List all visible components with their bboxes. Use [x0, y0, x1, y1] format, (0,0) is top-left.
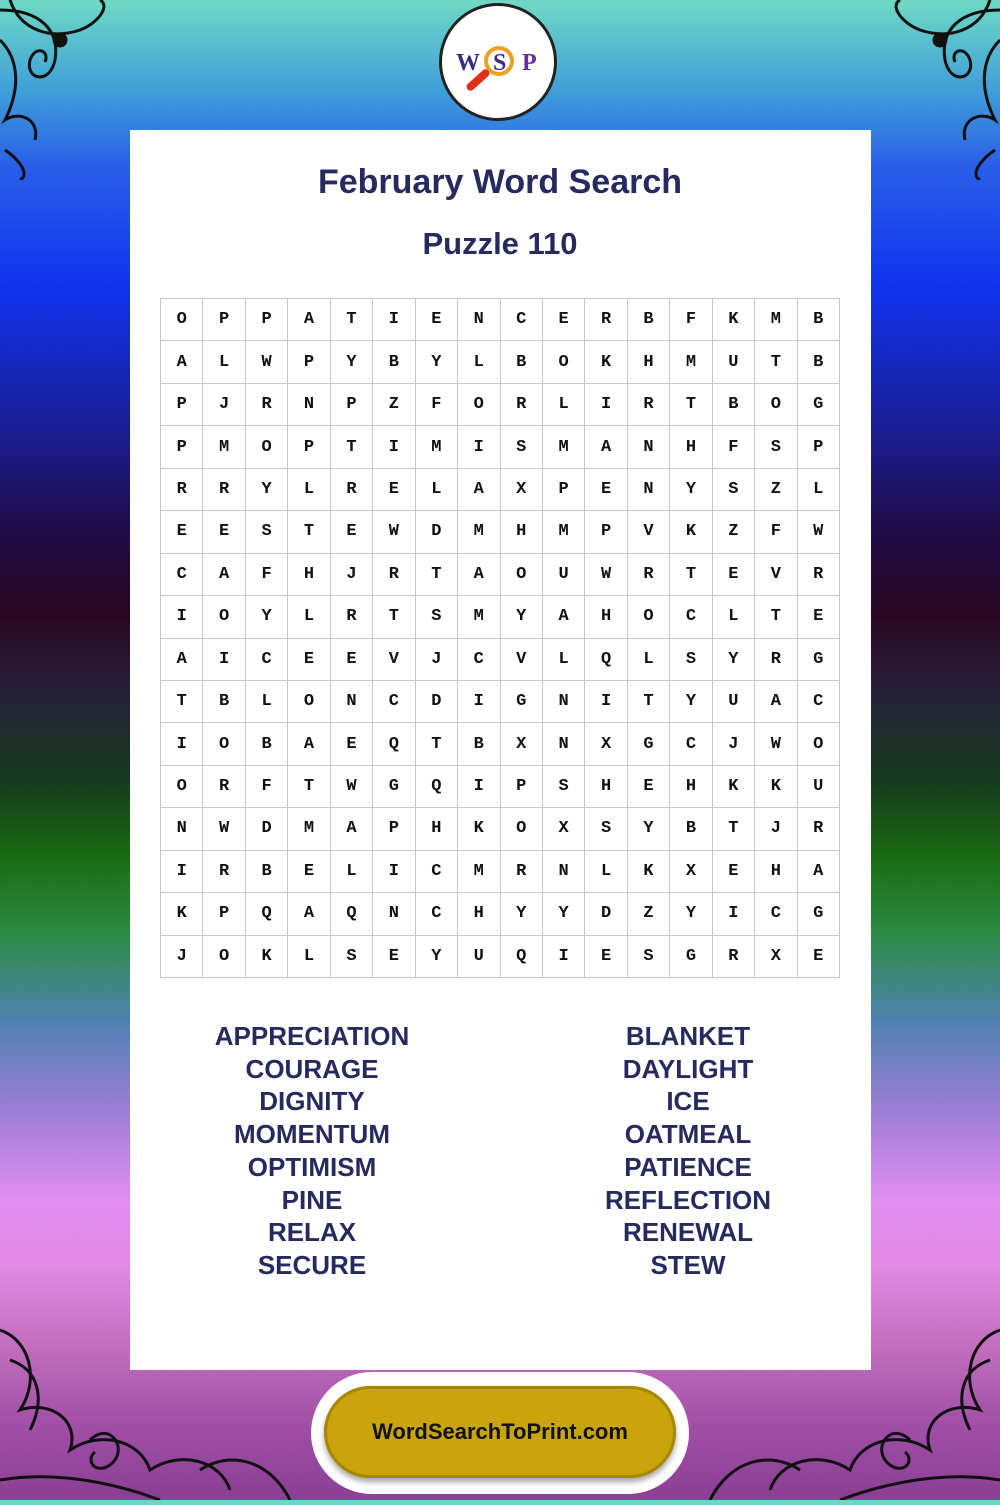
grid-cell[interactable]: K	[161, 893, 203, 935]
grid-cell[interactable]: K	[628, 851, 670, 893]
grid-cell[interactable]: X	[755, 936, 797, 978]
grid-cell[interactable]: C	[670, 723, 712, 765]
grid-cell[interactable]: F	[246, 766, 288, 808]
grid-cell[interactable]: I	[161, 851, 203, 893]
grid-cell[interactable]: O	[755, 384, 797, 426]
grid-cell[interactable]: L	[416, 469, 458, 511]
grid-cell[interactable]: Q	[416, 766, 458, 808]
grid-cell[interactable]: K	[458, 808, 500, 850]
grid-cell[interactable]: O	[501, 808, 543, 850]
grid-cell[interactable]: T	[755, 596, 797, 638]
grid-cell[interactable]: K	[713, 299, 755, 341]
logo-letter-s: S	[493, 50, 507, 76]
grid-cell[interactable]: E	[713, 554, 755, 596]
grid-cell[interactable]: L	[288, 469, 330, 511]
word-list-item: RELAX	[267, 1217, 357, 1248]
grid-cell[interactable]: V	[628, 511, 670, 553]
grid-cell[interactable]: X	[543, 808, 585, 850]
grid-cell[interactable]: C	[670, 596, 712, 638]
grid-cell[interactable]: S	[331, 936, 373, 978]
grid-cell[interactable]: P	[798, 426, 840, 468]
grid-cell[interactable]: O	[501, 554, 543, 596]
grid-cell[interactable]: S	[543, 766, 585, 808]
grid-cell[interactable]: J	[331, 554, 373, 596]
word-list-item: DAYLIGHT	[622, 1053, 754, 1084]
grid-cell[interactable]: T	[416, 723, 458, 765]
grid-cell[interactable]: V	[373, 639, 415, 681]
grid-cell[interactable]: D	[246, 808, 288, 850]
grid-cell[interactable]: U	[543, 554, 585, 596]
grid-cell[interactable]: H	[585, 596, 627, 638]
grid-cell[interactable]: H	[458, 893, 500, 935]
grid-cell[interactable]: W	[246, 341, 288, 383]
grid-cell[interactable]: S	[628, 936, 670, 978]
grid-cell[interactable]: I	[373, 851, 415, 893]
grid-cell[interactable]: E	[798, 936, 840, 978]
grid-cell[interactable]: G	[373, 766, 415, 808]
grid-cell[interactable]: M	[203, 426, 245, 468]
grid-cell[interactable]: E	[585, 469, 627, 511]
grid-cell[interactable]: G	[798, 639, 840, 681]
grid-cell[interactable]: N	[331, 681, 373, 723]
grid-cell[interactable]: E	[288, 639, 330, 681]
grid-cell[interactable]: E	[373, 469, 415, 511]
word-list-item: STEW	[650, 1249, 726, 1280]
grid-cell[interactable]: Y	[331, 341, 373, 383]
grid-cell[interactable]: Q	[501, 936, 543, 978]
grid-cell[interactable]: I	[458, 681, 500, 723]
word-list-item: BLANKET	[625, 1021, 751, 1051]
grid-cell[interactable]: O	[628, 596, 670, 638]
grid-cell[interactable]: A	[755, 681, 797, 723]
grid-cell[interactable]: A	[288, 723, 330, 765]
grid-cell[interactable]: H	[501, 511, 543, 553]
grid-cell[interactable]: C	[373, 681, 415, 723]
grid-cell[interactable]: Y	[670, 681, 712, 723]
grid-cell[interactable]: R	[501, 851, 543, 893]
grid-cell[interactable]: E	[713, 851, 755, 893]
grid-cell[interactable]: N	[373, 893, 415, 935]
grid-cell[interactable]: N	[543, 723, 585, 765]
grid-cell[interactable]: T	[331, 426, 373, 468]
grid-cell[interactable]: B	[670, 808, 712, 850]
grid-cell[interactable]: C	[755, 893, 797, 935]
grid-cell[interactable]: A	[331, 808, 373, 850]
grid-cell[interactable]: J	[416, 639, 458, 681]
grid-cell[interactable]: O	[161, 766, 203, 808]
grid-cell[interactable]: E	[798, 596, 840, 638]
grid-cell[interactable]: E	[203, 511, 245, 553]
grid-cell[interactable]: P	[161, 384, 203, 426]
grid-cell[interactable]: D	[416, 681, 458, 723]
grid-cell[interactable]: W	[585, 554, 627, 596]
grid-cell[interactable]: R	[798, 808, 840, 850]
grid-cell[interactable]: S	[713, 469, 755, 511]
logo-letter-w: W	[456, 50, 480, 76]
grid-cell[interactable]: A	[288, 299, 330, 341]
grid-cell[interactable]: R	[501, 384, 543, 426]
grid-cell[interactable]: Z	[755, 469, 797, 511]
grid-cell[interactable]: N	[458, 299, 500, 341]
grid-cell[interactable]: M	[543, 426, 585, 468]
grid-cell[interactable]: A	[458, 554, 500, 596]
grid-cell[interactable]: Z	[373, 384, 415, 426]
grid-cell[interactable]: I	[713, 893, 755, 935]
grid-cell[interactable]: H	[670, 426, 712, 468]
grid-cell[interactable]: I	[161, 723, 203, 765]
grid-cell[interactable]: G	[670, 936, 712, 978]
grid-cell[interactable]: G	[628, 723, 670, 765]
grid-cell[interactable]: S	[755, 426, 797, 468]
grid-cell[interactable]: W	[373, 511, 415, 553]
grid-cell[interactable]: K	[585, 341, 627, 383]
grid-cell[interactable]: H	[585, 766, 627, 808]
grid-cell[interactable]: V	[501, 639, 543, 681]
grid-cell[interactable]: M	[288, 808, 330, 850]
grid-cell[interactable]: O	[203, 596, 245, 638]
grid-cell[interactable]: T	[670, 554, 712, 596]
grid-cell[interactable]: O	[246, 426, 288, 468]
word-list-item: PATIENCE	[624, 1151, 752, 1182]
grid-cell[interactable]: B	[501, 341, 543, 383]
grid-cell[interactable]: K	[670, 511, 712, 553]
grid-cell[interactable]: I	[161, 596, 203, 638]
grid-cell[interactable]: B	[246, 723, 288, 765]
grid-cell[interactable]: L	[288, 936, 330, 978]
grid-cell[interactable]: L	[331, 851, 373, 893]
word-list-item: REFLECTION	[604, 1184, 772, 1215]
grid-cell[interactable]: P	[161, 426, 203, 468]
grid-cell[interactable]: O	[458, 384, 500, 426]
grid-cell[interactable]: W	[798, 511, 840, 553]
grid-cell[interactable]: A	[161, 341, 203, 383]
grid-cell[interactable]: R	[373, 554, 415, 596]
grid-cell[interactable]: L	[713, 596, 755, 638]
grid-cell[interactable]: A	[161, 639, 203, 681]
grid-cell[interactable]: M	[458, 511, 500, 553]
grid-cell[interactable]: K	[713, 766, 755, 808]
grid-cell[interactable]: T	[331, 299, 373, 341]
grid-cell[interactable]: Y	[246, 596, 288, 638]
grid-cell[interactable]: O	[203, 723, 245, 765]
logo-letter-p: P	[522, 50, 537, 76]
grid-cell[interactable]: Y	[501, 596, 543, 638]
grid-cell[interactable]: Y	[713, 639, 755, 681]
grid-cell[interactable]: S	[501, 426, 543, 468]
grid-cell[interactable]: Y	[543, 893, 585, 935]
grid-cell[interactable]: X	[501, 723, 543, 765]
grid-cell[interactable]: C	[416, 851, 458, 893]
grid-cell[interactable]: T	[713, 808, 755, 850]
grid-cell[interactable]: A	[458, 469, 500, 511]
grid-cell[interactable]: P	[246, 299, 288, 341]
grid-cell[interactable]: P	[203, 893, 245, 935]
grid-cell[interactable]: J	[755, 808, 797, 850]
grid-cell[interactable]: S	[246, 511, 288, 553]
grid-cell[interactable]: J	[203, 384, 245, 426]
grid-cell[interactable]: R	[203, 851, 245, 893]
grid-cell[interactable]: P	[331, 384, 373, 426]
grid-cell[interactable]: O	[161, 299, 203, 341]
grid-cell[interactable]: L	[246, 681, 288, 723]
grid-cell[interactable]: Z	[713, 511, 755, 553]
grid-cell[interactable]: I	[458, 426, 500, 468]
grid-cell[interactable]: R	[755, 639, 797, 681]
grid-cell[interactable]: X	[670, 851, 712, 893]
grid-cell[interactable]: I	[585, 384, 627, 426]
grid-cell[interactable]: I	[543, 936, 585, 978]
grid-cell[interactable]: D	[416, 511, 458, 553]
grid-cell[interactable]: F	[416, 384, 458, 426]
letter-grid[interactable]	[160, 298, 840, 978]
grid-cell[interactable]: R	[331, 596, 373, 638]
word-list-item: COURAGE	[245, 1053, 379, 1084]
grid-cell[interactable]: I	[373, 299, 415, 341]
grid-cell[interactable]: K	[755, 766, 797, 808]
grid-cell[interactable]: C	[458, 639, 500, 681]
grid-cell[interactable]: J	[713, 723, 755, 765]
grid-cell[interactable]: N	[543, 851, 585, 893]
grid-cell[interactable]: B	[373, 341, 415, 383]
grid-cell[interactable]: B	[798, 299, 840, 341]
grid-cell[interactable]: O	[288, 681, 330, 723]
grid-cell[interactable]: L	[458, 341, 500, 383]
word-list-item: PINE	[281, 1184, 343, 1215]
grid-cell[interactable]: W	[331, 766, 373, 808]
grid-cell[interactable]: B	[628, 299, 670, 341]
grid-cell[interactable]: H	[670, 766, 712, 808]
page-title: February Word Search	[317, 163, 683, 201]
grid-cell[interactable]: R	[798, 554, 840, 596]
grid-cell[interactable]: E	[331, 639, 373, 681]
grid-cell[interactable]: Y	[416, 936, 458, 978]
grid-cell[interactable]: A	[543, 596, 585, 638]
grid-cell[interactable]: Y	[246, 469, 288, 511]
grid-cell[interactable]: O	[543, 341, 585, 383]
grid-cell[interactable]: J	[161, 936, 203, 978]
grid-cell[interactable]: K	[246, 936, 288, 978]
puzzle-number: Puzzle 110	[422, 226, 578, 261]
grid-cell[interactable]: T	[288, 511, 330, 553]
grid-cell[interactable]: R	[713, 936, 755, 978]
grid-cell[interactable]: H	[288, 554, 330, 596]
word-list-right	[538, 1020, 838, 1282]
grid-cell[interactable]: C	[798, 681, 840, 723]
grid-cell[interactable]: L	[628, 639, 670, 681]
grid-cell[interactable]: B	[713, 384, 755, 426]
grid-cell[interactable]: M	[458, 851, 500, 893]
word-list-item: ICE	[666, 1086, 710, 1117]
grid-cell[interactable]: Y	[501, 893, 543, 935]
grid-cell[interactable]: B	[458, 723, 500, 765]
grid-cell[interactable]: R	[628, 554, 670, 596]
word-list-item: OPTIMISM	[247, 1151, 377, 1182]
grid-cell[interactable]: C	[416, 893, 458, 935]
grid-cell[interactable]: E	[331, 723, 373, 765]
grid-cell[interactable]: T	[628, 681, 670, 723]
grid-cell[interactable]: X	[585, 723, 627, 765]
grid-cell[interactable]: P	[288, 426, 330, 468]
grid-cell[interactable]: I	[203, 639, 245, 681]
grid-cell[interactable]: W	[203, 808, 245, 850]
word-list-item: MOMENTUM	[234, 1119, 390, 1150]
grid-cell[interactable]: H	[416, 808, 458, 850]
grid-cell[interactable]: A	[585, 426, 627, 468]
grid-cell[interactable]: P	[203, 299, 245, 341]
grid-cell[interactable]: A	[203, 554, 245, 596]
grid-cell[interactable]: L	[288, 596, 330, 638]
grid-cell[interactable]: E	[585, 936, 627, 978]
grid-cell[interactable]: R	[161, 469, 203, 511]
site-link-button[interactable]: WordSearchToPrint.com	[324, 1386, 676, 1478]
grid-cell[interactable]: C	[246, 639, 288, 681]
grid-cell[interactable]: U	[458, 936, 500, 978]
grid-cell[interactable]: I	[458, 766, 500, 808]
grid-cell[interactable]: P	[373, 808, 415, 850]
grid-cell[interactable]: L	[543, 384, 585, 426]
grid-cell[interactable]: S	[670, 639, 712, 681]
grid-cell[interactable]: U	[798, 766, 840, 808]
grid-cell[interactable]: T	[670, 384, 712, 426]
grid-cell[interactable]: L	[798, 469, 840, 511]
grid-cell[interactable]: N	[161, 808, 203, 850]
grid-cell[interactable]: T	[161, 681, 203, 723]
grid-cell[interactable]: M	[543, 511, 585, 553]
ornament-top-left-icon	[0, 0, 140, 180]
grid-cell[interactable]: W	[755, 723, 797, 765]
grid-cell[interactable]: Y	[416, 341, 458, 383]
grid-cell[interactable]: O	[203, 936, 245, 978]
grid-cell[interactable]: Q	[373, 723, 415, 765]
grid-cell[interactable]: A	[798, 851, 840, 893]
grid-cell[interactable]: R	[585, 299, 627, 341]
grid-cell[interactable]: R	[331, 469, 373, 511]
grid-cell[interactable]: B	[203, 681, 245, 723]
grid-cell[interactable]: N	[543, 681, 585, 723]
grid-cell[interactable]: F	[670, 299, 712, 341]
grid-cell[interactable]: N	[628, 426, 670, 468]
grid-cell[interactable]: F	[755, 511, 797, 553]
grid-cell[interactable]: H	[628, 341, 670, 383]
grid-cell[interactable]: V	[755, 554, 797, 596]
grid-cell[interactable]: Q	[331, 893, 373, 935]
grid-cell[interactable]: E	[288, 851, 330, 893]
grid-cell[interactable]: T	[288, 766, 330, 808]
word-list-item: APPRECIATION	[214, 1021, 410, 1051]
grid-cell[interactable]: M	[670, 341, 712, 383]
ornament-top-right-icon	[860, 0, 1000, 180]
grid-cell[interactable]: M	[755, 299, 797, 341]
grid-cell[interactable]: I	[373, 426, 415, 468]
grid-cell[interactable]: T	[755, 341, 797, 383]
grid-cell[interactable]: R	[203, 766, 245, 808]
grid-cell[interactable]: L	[543, 639, 585, 681]
grid-cell[interactable]: L	[203, 341, 245, 383]
grid-cell[interactable]: E	[161, 511, 203, 553]
grid-cell[interactable]: E	[331, 511, 373, 553]
word-list-item: SECURE	[257, 1249, 367, 1280]
grid-cell[interactable]: B	[798, 341, 840, 383]
grid-cell[interactable]: A	[288, 893, 330, 935]
grid-cell[interactable]: M	[416, 426, 458, 468]
grid-cell[interactable]: E	[628, 766, 670, 808]
grid-cell[interactable]: I	[585, 681, 627, 723]
grid-cell[interactable]: C	[161, 554, 203, 596]
grid-cell[interactable]: M	[458, 596, 500, 638]
grid-cell[interactable]: X	[501, 469, 543, 511]
grid-cell[interactable]: B	[246, 851, 288, 893]
word-list-item: RENEWAL	[623, 1217, 753, 1248]
grid-cell[interactable]: E	[373, 936, 415, 978]
grid-cell[interactable]: S	[585, 808, 627, 850]
grid-cell[interactable]: T	[416, 554, 458, 596]
grid-cell[interactable]: G	[798, 384, 840, 426]
grid-cell[interactable]: L	[585, 851, 627, 893]
grid-cell[interactable]: P	[543, 469, 585, 511]
grid-cell[interactable]: U	[713, 681, 755, 723]
grid-cell[interactable]: Q	[585, 639, 627, 681]
grid-cell[interactable]: D	[585, 893, 627, 935]
grid-cell[interactable]: Y	[670, 469, 712, 511]
grid-cell[interactable]: U	[713, 341, 755, 383]
grid-cell[interactable]: Y	[670, 893, 712, 935]
grid-cell[interactable]: G	[501, 681, 543, 723]
grid-cell[interactable]: H	[755, 851, 797, 893]
grid-cell[interactable]: N	[628, 469, 670, 511]
grid-cell[interactable]: G	[798, 893, 840, 935]
grid-cell[interactable]: F	[246, 554, 288, 596]
grid-cell[interactable]: R	[203, 469, 245, 511]
grid-cell[interactable]: S	[416, 596, 458, 638]
grid-cell[interactable]: R	[246, 384, 288, 426]
grid-cell[interactable]: P	[288, 341, 330, 383]
grid-cell[interactable]: P	[585, 511, 627, 553]
grid-cell[interactable]: C	[501, 299, 543, 341]
grid-cell[interactable]: R	[628, 384, 670, 426]
grid-cell[interactable]: Y	[628, 808, 670, 850]
grid-cell[interactable]: O	[798, 723, 840, 765]
wsp-logo[interactable]	[439, 3, 557, 121]
word-list-item: DIGNITY	[259, 1086, 365, 1117]
word-list-left	[162, 1020, 462, 1282]
grid-cell[interactable]: P	[501, 766, 543, 808]
grid-cell[interactable]: E	[416, 299, 458, 341]
word-list-item: OATMEAL	[624, 1119, 752, 1150]
grid-cell[interactable]: E	[543, 299, 585, 341]
grid-cell[interactable]: N	[288, 384, 330, 426]
grid-cell[interactable]: T	[373, 596, 415, 638]
grid-cell[interactable]: F	[713, 426, 755, 468]
grid-cell[interactable]: Z	[628, 893, 670, 935]
grid-cell[interactable]: Q	[246, 893, 288, 935]
